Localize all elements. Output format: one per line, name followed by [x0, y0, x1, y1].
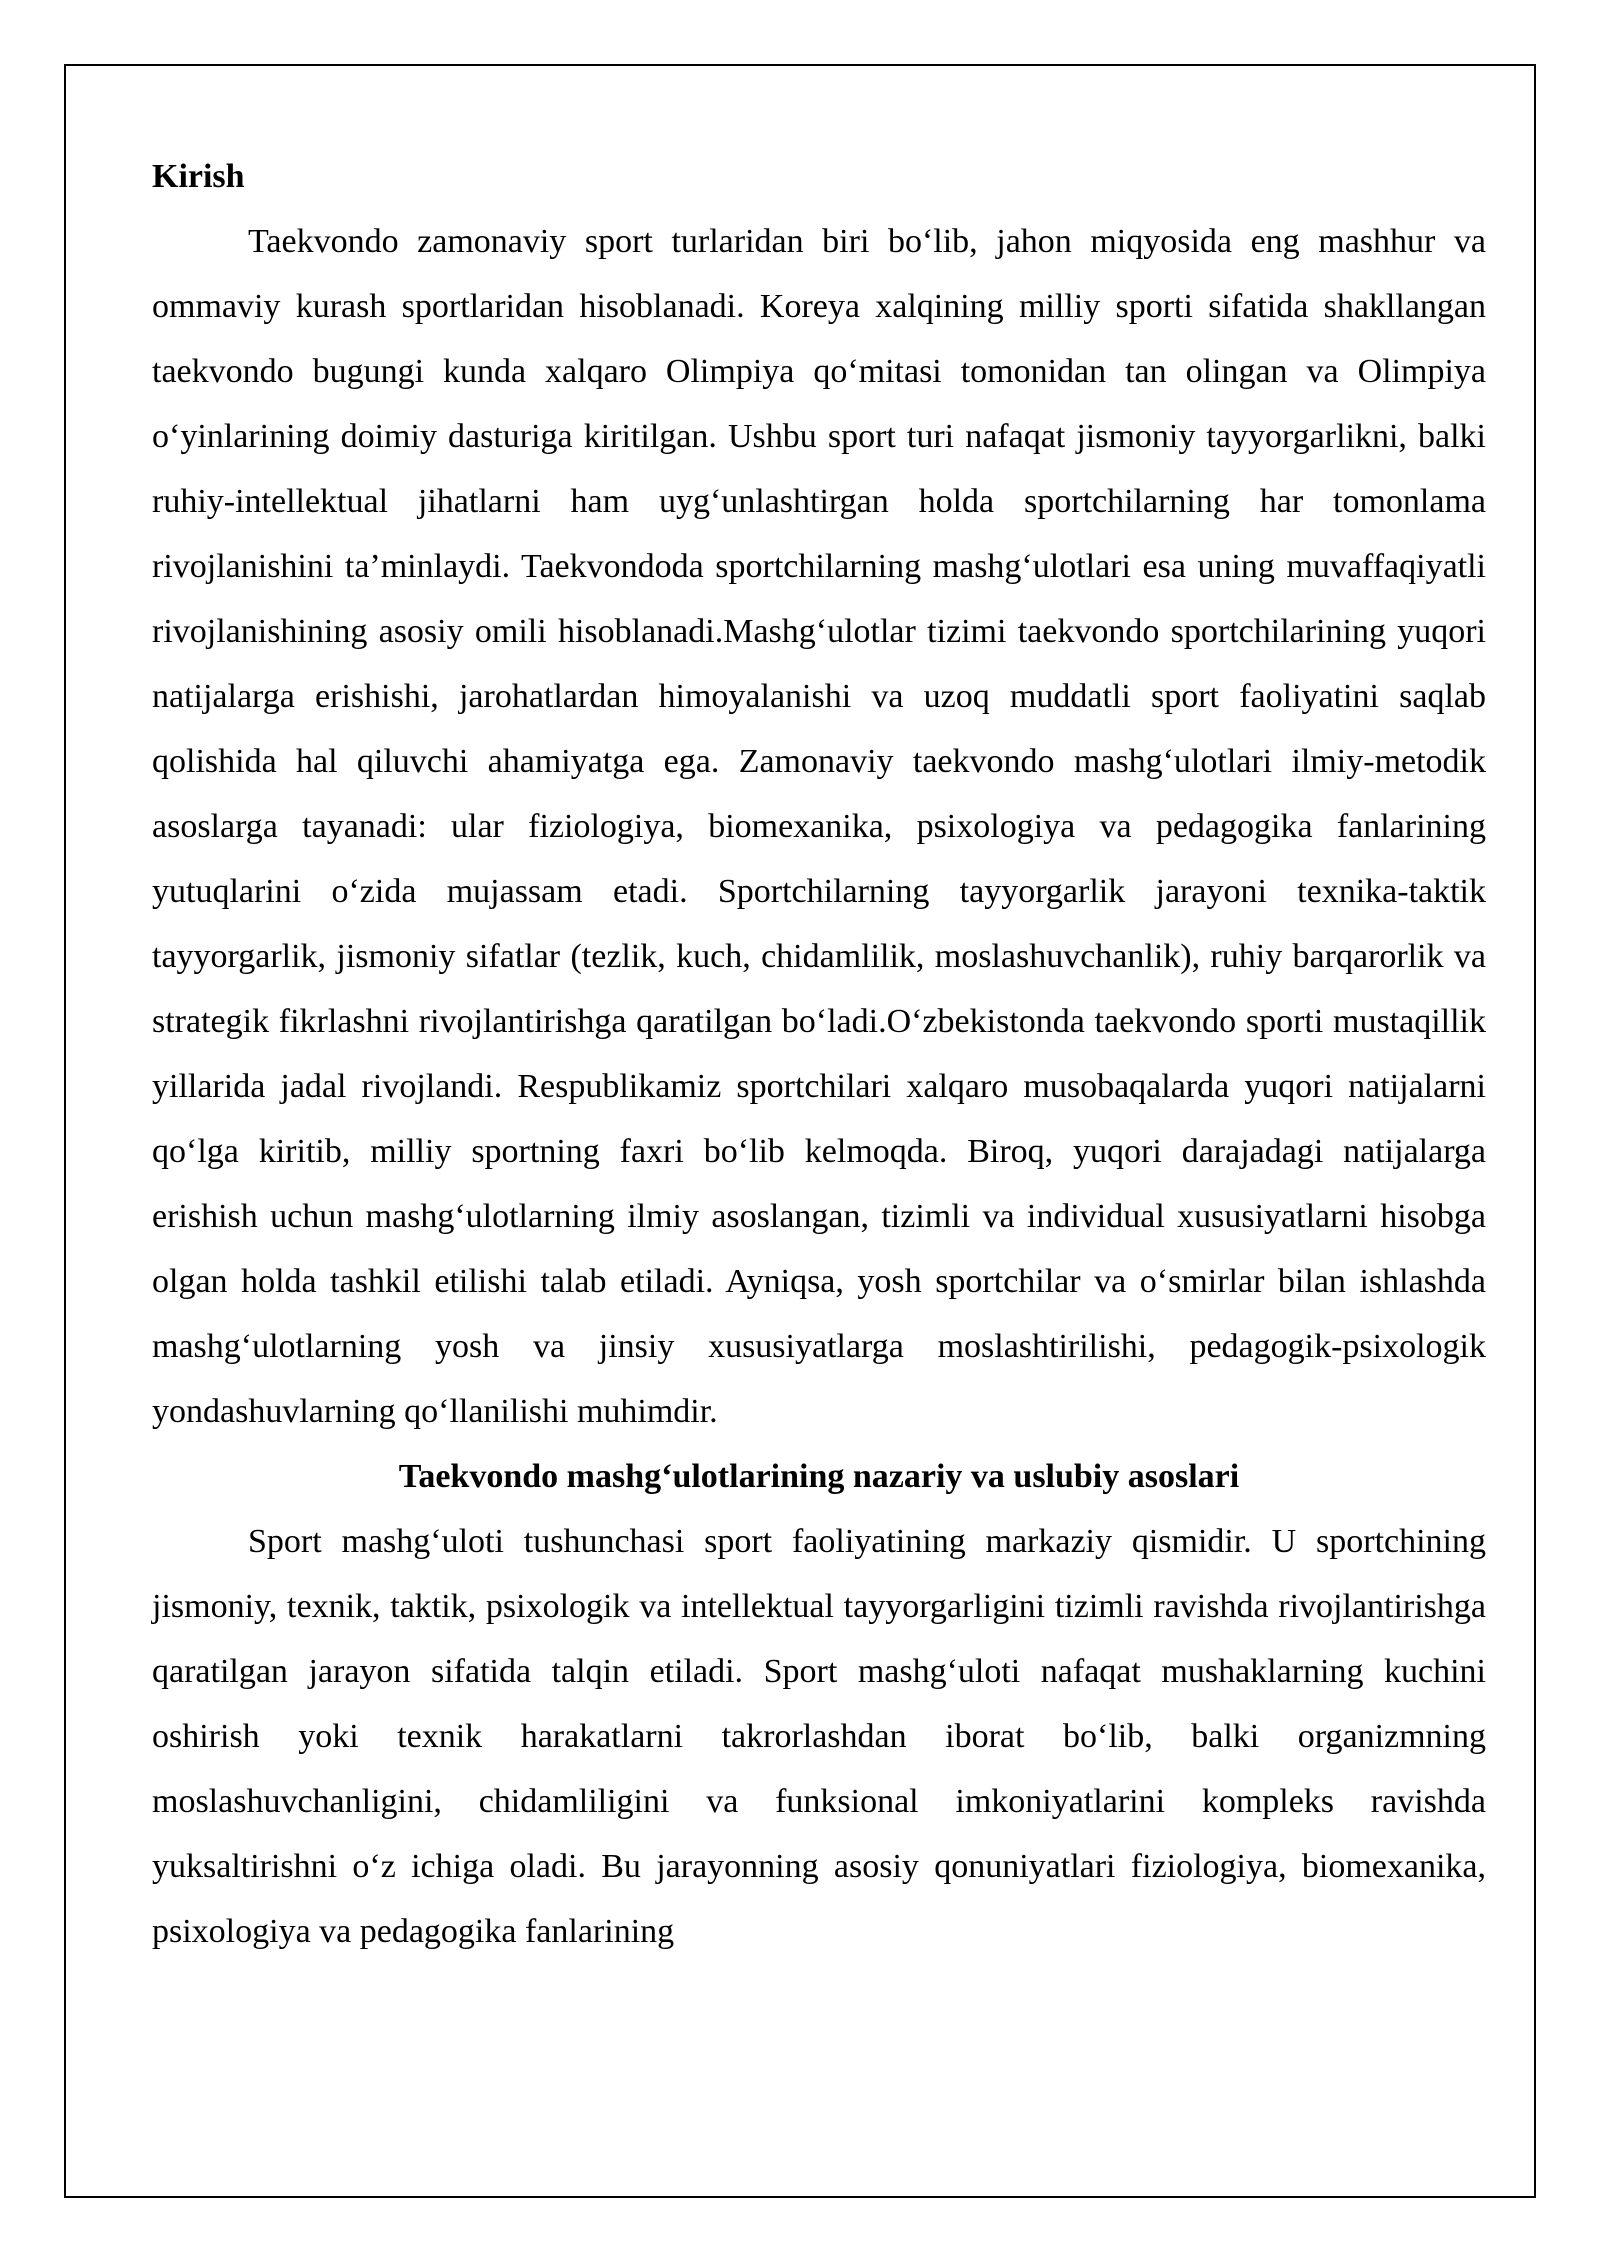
section-heading: Taekvondo mashg‘ulotlarining nazariy va uslubiy asoslari	[398, 1458, 1240, 1495]
intro-paragraph: Taekvondo zamonaviy sport turlaridan biri bo‘lib, jahon miqyosida eng mashhur va ommaviy kurash sportlaridan hisoblanadi. Koreya xalqining milliy sporti sifatida shakllangan taekvondo bugungi kunda xalqaro Olimpiya qo‘mitasi tomonidan tan olingan va Olimpiya o‘yinlarining doimiy dasturiga kiritilgan. Ushbu sport turi nafaqat jismoniy tayyorgarlikni, balki ruhiy-intellektual jihatlarni ham uyg‘unlashtirgan holda sportchilarning har tomonlama rivojlanishini ta’minlaydi. Taekvondoda sportchilarning mashg‘ulotlari esa uning muvaffaqiyatli rivojlanishining asosiy omili hisoblanadi.Mashg‘ulotlar tizimi taekvondo sportchilarining yuqori natijalarga erishishi, jarohatlardan himoyalanishi va uzoq muddatli sport faoliyatini saqlab qolishida hal qiluvchi ahamiyatga ega. Zamonaviy taekvondo mashg‘ulotlari ilmiy-metodik asoslarga tayanadi: ular fiziologiya, biomexanika, psixologiya va pedagogika fanlarining yutuqlarini o‘zida mujassam etadi. Sportchilarning tayyorgarlik jarayoni texnika-taktik tayyorgarlik, jismoniy sifatlar (tezlik, kuch, chidamlilik, moslashuvchanlik), ruhiy barqarorlik va strategik fikrlashni rivojlantirishga qaratilgan bo‘ladi.O‘zbekistonda taekvondo sporti mustaqillik yillarida jadal rivojlandi. Respublikamiz sportchilari xalqaro musobaqalarda yuqori natijalarni qo‘lga kiritib, milliy sportning faxri bo‘lib kelmoqda. Biroq, yuqori darajadagi natijalarga erishish uchun mashg‘ulotlarning ilmiy asoslangan, tizimli va individual xususiyatlarni hisobga olgan holda tashkil etilishi talab etiladi. Ayniqsa, yosh sportchilar va o‘smirlar bilan ishlashda mashg‘ulotlarning yosh va jinsiy xususiyatlarga moslashtirilishi, pedagogik-psixologik yondashuvlarning qo‘llanilishi muhimdir.	[152, 223, 1486, 1430]
intro-heading: Kirish	[152, 158, 245, 195]
document-body	[152, 144, 1486, 1964]
section-paragraph: Sport mashg‘uloti tushunchasi sport faoliyatining markaziy qismidir. U sportchining jismoniy, texnik, taktik, psixologik va intellektual tayyorgarligini tizimli ravishda rivojlantirishga qaratilgan jarayon sifatida talqin etiladi. Sport mashg‘uloti nafaqat mushaklarning kuchini oshirish yoki texnik harakatlarni takrorlashdan iborat bo‘lib, balki organizmning moslashuvchanligini, chidamliligini va funksional imkoniyatlarini kompleks ravishda yuksaltirishni o‘z ichiga oladi. Bu jarayonning asosiy qonuniyatlari fiziologiya, biomexanika, psixologiya va pedagogika fanlarining	[152, 1523, 1486, 1950]
